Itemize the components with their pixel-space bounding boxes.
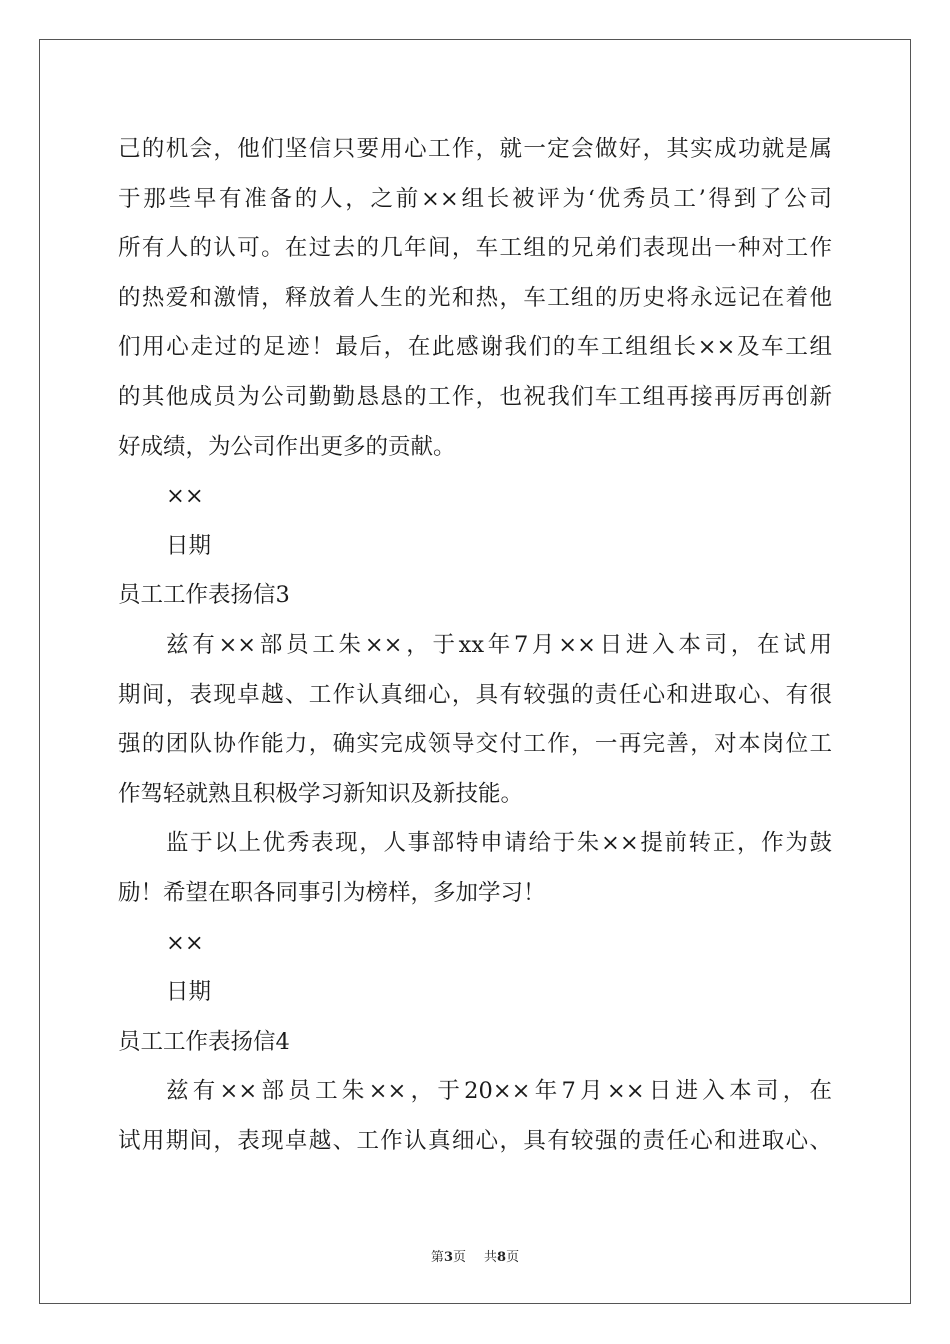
- text-line: 作驾轻就熟且积极学习新知识及新技能。: [118, 780, 524, 807]
- text-line: 好成绩，为公司作出更多的贡献。: [118, 433, 456, 460]
- text-line: 于那些早有准备的人，之前××组长被评为‘优秀员工’得到了公司: [118, 185, 832, 212]
- text-line: 兹有××部员工朱××，于xx年7月××日进入本司，在试用: [166, 631, 832, 658]
- total-pages-number: 8: [497, 1250, 507, 1265]
- text-line: 日期: [166, 532, 212, 559]
- total-suffix: 页: [506, 1250, 520, 1265]
- total-prefix: 共: [484, 1250, 498, 1265]
- text-line: 所有人的认可。在过去的几年间，车工组的兄弟们表现出一种对工作: [118, 235, 832, 262]
- text-line: 励！希望在职各同事引为榜样，多加学习！: [118, 879, 546, 906]
- text-line: ××: [166, 929, 204, 956]
- page-footer: [0, 1246, 950, 1265]
- text-line: 的热爱和激情，释放着人生的光和热，车工组的历史将永远记在着他: [118, 284, 832, 311]
- current-page-number: 3: [443, 1250, 453, 1265]
- text-line: 的其他成员为公司勤勤恳恳的工作，也祝我们车工组再接再厉再创新: [118, 383, 832, 410]
- text-line: 己的机会，他们坚信只要用心工作，就一定会做好，其实成功就是属: [118, 136, 832, 162]
- text-line: 试用期间，表现卓越、工作认真细心，具有较强的责任心和进取心、: [118, 1127, 832, 1154]
- text-line: ××: [166, 483, 204, 510]
- text-line: 员工工作表扬信4: [118, 1028, 290, 1055]
- page-suffix: 页: [452, 1250, 466, 1265]
- text-line: 兹有××部员工朱××，于20××年7月××日进入本司，在: [166, 1078, 832, 1105]
- text-line: 强的团队协作能力，确实完成领导交付工作，一再完善，对本岗位工: [118, 731, 832, 758]
- page-prefix: 第: [430, 1250, 444, 1265]
- text-line: 员工工作表扬信3: [118, 582, 290, 609]
- text-line: 监于以上优秀表现，人事部特申请给于朱××提前转正，作为鼓: [166, 830, 832, 857]
- text-line: 日期: [166, 979, 212, 1006]
- document-body: [118, 125, 832, 1166]
- text-line: 期间，表现卓越、工作认真细心，具有较强的责任心和进取心、有很: [118, 681, 832, 708]
- text-line: 们用心走过的足迹！最后，在此感谢我们的车工组组长××及车工组: [118, 334, 832, 361]
